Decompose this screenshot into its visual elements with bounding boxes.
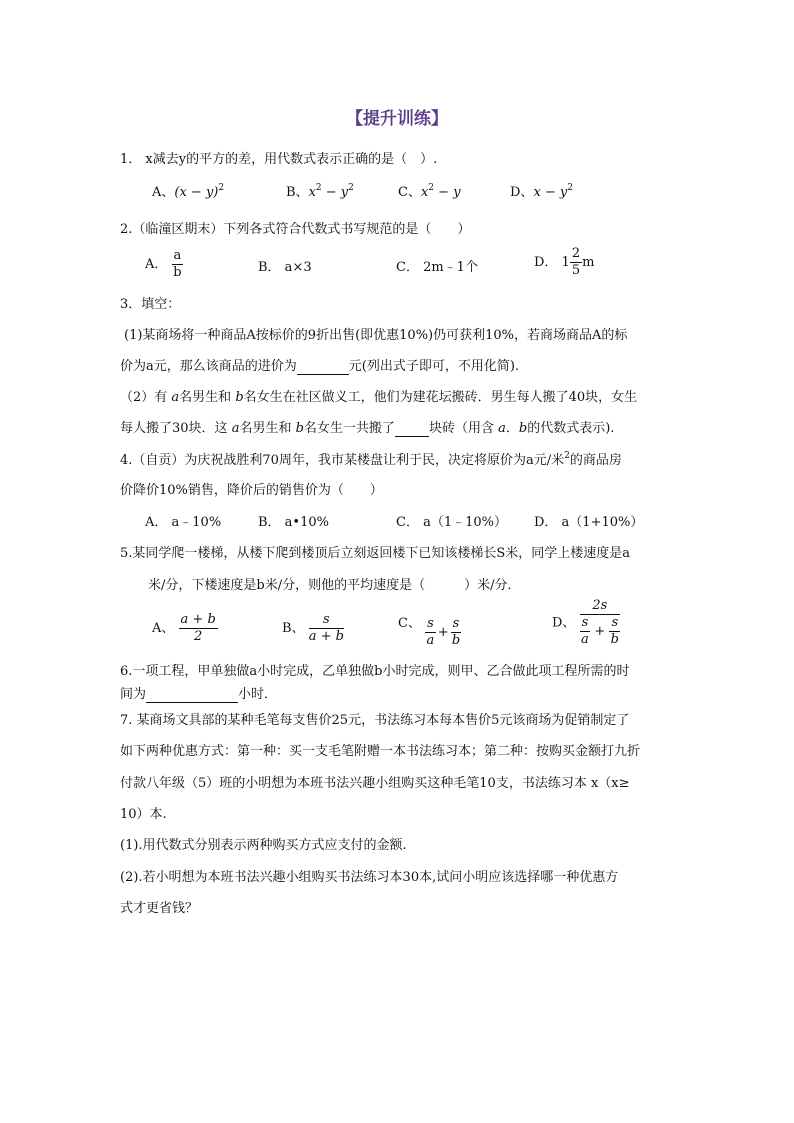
- q5-option-b: B、 $\frac{s}{a + b}$: [282, 612, 344, 644]
- q2-option-b: B． a×3: [258, 260, 312, 275]
- q4-option-a: A． a﹣10%: [145, 515, 222, 530]
- q6-line1: 6.一项工程，甲单独做a小时完成，乙单独做b小时完成，则甲、乙合做此项工程所需的时: [120, 664, 630, 679]
- q7-line4: 10）本.: [120, 807, 167, 822]
- q1-option-a: A、$(x - y)^2$: [152, 183, 225, 200]
- q3-part2-line2: 每人搬了30块．这 a名男生和 b名女生一共搬了 块砖（用含 a．b的代数式表示).: [120, 421, 615, 436]
- q3-stem: 3．填空：: [120, 297, 181, 312]
- q1-stem: 1． x减去y的平方的差，用代数式表示正确的是（ ）.: [120, 152, 438, 167]
- q6-line2: 间为 小时．: [120, 687, 278, 702]
- answer-blank[interactable]: [297, 359, 349, 375]
- q7-line3: 付款八年级（5）班的小明想为本班书法兴趣小组购买这种毛笔10支，书法练习本 x（x≥: [120, 776, 630, 791]
- q5-line1: 5.某同学爬一楼梯，从楼下爬到楼顶后立刻返回楼下已知该楼梯长S米，同学上楼速度是a: [120, 546, 631, 561]
- q5-option-a: A、 $\frac{a + b}{2}$: [152, 612, 216, 644]
- q4-option-b: B． a•10%: [258, 515, 329, 530]
- q7-sub1: (1).用代数式分别表示两种购买方式应支付的金额.: [120, 838, 407, 853]
- q5-line2: 米/分，下楼速度是b米/分，则他的平均速度是（ ）米/分．: [148, 578, 521, 593]
- q3-part1-line2: 价为a元，那么该商品的进价为 元(列出式子即可，不用化简).: [120, 359, 520, 374]
- q7-line1: 7. 某商场文具部的某种毛笔每支售价25元，书法练习本每本售价5元该商场为促销制定了: [120, 713, 630, 728]
- q5-option-d: D、 2s $\frac{s}{a}$ + $\frac{s}{b}$: [552, 598, 619, 647]
- answer-blank[interactable]: [395, 421, 429, 437]
- q4-line1: 4.（自贡）为庆祝战胜利70周年，我市某楼盘让利于民，决定将原价为a元/米$^2$的商品房: [120, 451, 622, 468]
- section-title: 【提升训练】: [346, 109, 448, 129]
- answer-blank[interactable]: [146, 687, 238, 703]
- q2-option-a: A． $\frac{a}{b}$: [145, 248, 182, 280]
- q4-line2: 价降价10%销售，降价后的销售价为（ ）: [120, 483, 383, 498]
- q1-option-d: D、$x - y^2$: [510, 183, 574, 200]
- q7-sub2-line2: 式才更省钱？: [120, 901, 199, 916]
- q3-part2-line1: （2）有 a名男生和 b名女生在社区做义工，他们为建花坛搬砖．男生每人搬了40块，女生: [120, 390, 638, 405]
- q2-stem: 2.（临潼区期末）下列各式符合代数式书写规范的是（ ）: [120, 222, 471, 237]
- q2-option-c: C． 2m﹣1个: [396, 260, 478, 275]
- q4-option-d: D． a（1+10%）: [534, 515, 644, 530]
- q7-line2: 如下两种优惠方式：第一种：买一支毛笔附赠一本书法练习本；第二种：按购买金额打九折: [120, 744, 641, 759]
- q7-sub2-line1: (2).若小明想为本班书法兴趣小组购买书法练习本30本,试问小明应该选择哪一种优惠方: [120, 870, 619, 885]
- q4-option-c: C． a（1﹣10%）: [396, 515, 507, 530]
- q3-part1-line1: (1)某商场将一种商品A按标价的9折出售(即优惠10%)仍可获利10%，若商场商品A的标: [124, 328, 628, 343]
- q1-option-b: B、$x^2 - y^2$: [286, 183, 354, 200]
- q2-option-d: D． 1 $\frac{2}{5}$ m: [534, 246, 595, 278]
- q1-option-c: C、$x^2 - y$: [398, 183, 461, 200]
- q5-option-c: C、 $\frac{s}{a}$ + $\frac{s}{b}$: [398, 616, 461, 648]
